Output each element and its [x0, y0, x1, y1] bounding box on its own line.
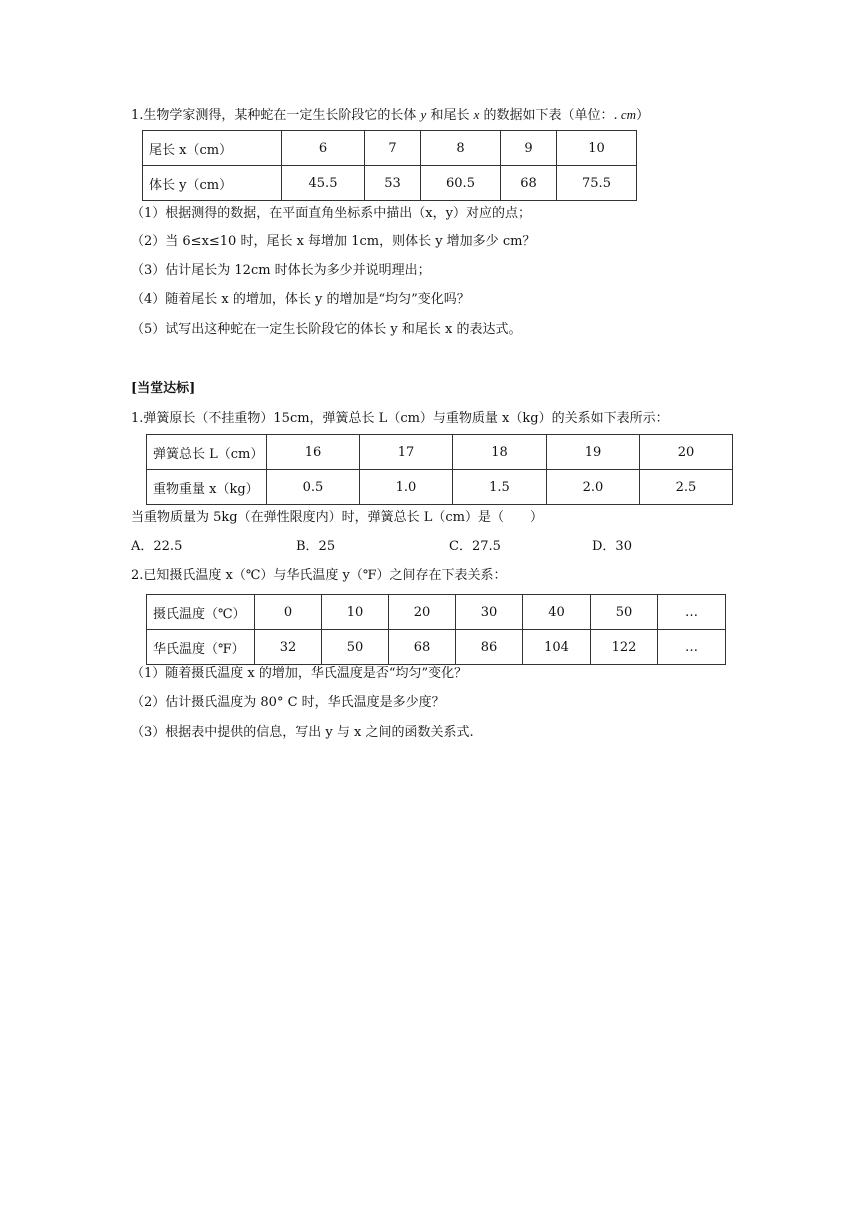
table-cell: 53	[365, 166, 421, 201]
p2-row2-label: 华氏温度（℉）	[147, 630, 255, 665]
table-cell: 20	[640, 435, 733, 470]
q1-sub5: （5）试写出这种蛇在一定生长阶段它的体长 y 和尾长 x 的表达式。	[131, 322, 522, 337]
table-cell: 1.5	[453, 470, 547, 505]
table-cell: 17	[360, 435, 453, 470]
table-cell: 19	[547, 435, 640, 470]
p2-sub2: （2）估计摄氏温度为 80° C 时，华氏温度是多少度？	[131, 695, 445, 710]
p2-stem: 2.已知摄氏温度 x（℃）与华氏温度 y（℉）之间存在下表关系：	[131, 568, 507, 583]
table-cell: 2.5	[640, 470, 733, 505]
table-cell: 1.0	[360, 470, 453, 505]
p1-option-a: A．22.5	[131, 539, 183, 554]
q1-stem-text-d: ）	[636, 108, 650, 123]
table-cell: 20	[389, 595, 456, 630]
table-cell: 68	[501, 166, 557, 201]
section-heading: [当堂达标]	[131, 381, 196, 396]
p1-data-table	[146, 434, 733, 505]
table-cell: 0	[255, 595, 322, 630]
table-cell: 2.0	[547, 470, 640, 505]
table-cell: 10	[322, 595, 389, 630]
table-row	[147, 470, 733, 505]
table-cell: 86	[456, 630, 523, 665]
p1-stem: 1.弹簧原长（不挂重物）15cm，弹簧总长 L（cm）与重物质量 x（kg）的关系如下表所示：	[131, 411, 669, 426]
table-cell: 60.5	[421, 166, 501, 201]
table-cell: 18	[453, 435, 547, 470]
p1-row1-label: 弹簧总长 L（cm）	[147, 435, 267, 470]
table-cell: 50	[591, 595, 658, 630]
table-cell: …	[658, 630, 726, 665]
q1-sub3: （3）估计尾长为 12cm 时体长为多少并说明理出；	[131, 263, 431, 278]
q1-row1-label: 尾长 x（cm）	[143, 131, 282, 166]
q1-stem	[131, 106, 649, 125]
table-row	[147, 435, 733, 470]
table-cell: 30	[456, 595, 523, 630]
table-row	[143, 131, 637, 166]
table-row	[147, 630, 726, 665]
table-cell: 104	[523, 630, 591, 665]
p1-question: 当重物质量为 5kg（在弹性限度内）时，弹簧总长 L（cm）是（ ）	[131, 510, 543, 525]
table-row	[143, 166, 637, 201]
p1-option-c: C．27.5	[449, 539, 501, 554]
table-cell: 7	[365, 131, 421, 166]
q1-stem-text-b: 和尾长	[426, 108, 474, 123]
table-cell: 75.5	[557, 166, 637, 201]
table-cell: …	[658, 595, 726, 630]
p2-sub1: （1）随着摄氏温度 x 的增加，华氏温度是否“均匀”变化？	[131, 666, 468, 681]
p1-option-b: B．25	[296, 539, 336, 554]
p2-row1-label: 摄氏温度（℃）	[147, 595, 255, 630]
q1-row2-label: 体长 y（cm）	[143, 166, 282, 201]
q1-stem-var-y: y	[420, 107, 427, 122]
table-row	[147, 595, 726, 630]
p2-data-table	[146, 594, 726, 665]
table-cell: 50	[322, 630, 389, 665]
table-cell: 16	[267, 435, 360, 470]
table-cell: 122	[591, 630, 658, 665]
q1-sub4: （4）随着尾长 x 的增加，体长 y 的增加是“均匀”变化吗？	[131, 292, 470, 307]
q1-stem-unit: cm	[617, 107, 637, 122]
q1-stem-text-c: 的数据如下表（单位：.	[479, 108, 618, 123]
table-cell: 9	[501, 131, 557, 166]
table-cell: 68	[389, 630, 456, 665]
table-cell: 0.5	[267, 470, 360, 505]
table-cell: 45.5	[282, 166, 365, 201]
q1-stem-text-a: 1.生物学家测得，某种蛇在一定生长阶段它的长体	[131, 108, 421, 123]
q1-data-table	[142, 130, 637, 201]
table-cell: 8	[421, 131, 501, 166]
table-cell: 10	[557, 131, 637, 166]
table-cell: 32	[255, 630, 322, 665]
table-cell: 40	[523, 595, 591, 630]
p1-row2-label: 重物重量 x（kg）	[147, 470, 267, 505]
q1-sub2: （2）当 6≤x≤10 时，尾长 x 每增加 1cm，则体长 y 增加多少 cm？	[131, 234, 536, 249]
table-cell: 6	[282, 131, 365, 166]
p2-sub3: （3）根据表中提供的信息，写出 y 与 x 之间的函数关系式.	[131, 725, 474, 740]
q1-sub1: （1）根据测得的数据，在平面直角坐标系中描出（x，y）对应的点；	[131, 206, 531, 221]
p1-option-d: D．30	[592, 539, 632, 554]
q1-stem-var-x: x	[473, 107, 480, 122]
